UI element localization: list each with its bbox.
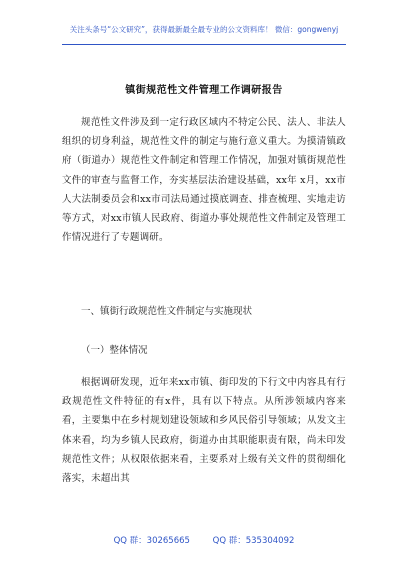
- intro-paragraph: 规范性文件涉及到一定行政区域内不特定公民、法人、非法人组织的切身利益，规范性文件的制定与施行意义重大。为摸清镇政府（街道办）规范性文件制定和管理工作情况，加强对镇街规范性文件的审查与监督工作，夯实基层法治建设基础，xx年 x月，xx市人大法制委员会和xx市司法局通过摸底调查、排查梳理、实地走访等方式，对xx市镇人民政府、街道办事处规范性文件制定及管理工作情况进行了专题调研。: [62, 117, 346, 244]
- footer-qq-group-2: QQ 群：535304092: [212, 536, 295, 546]
- header-banner: 关注头条号“公文研究”，获得最新最全最专业的公文资料库！ 微信：gongwenyj: [69, 25, 339, 34]
- document-title: 镇街规范性文件管理工作调研报告: [125, 85, 283, 96]
- section-heading: 一、镇街行政规范性文件制定与实施现状: [81, 306, 253, 317]
- intro-block: [62, 113, 346, 247]
- body-block: [62, 373, 346, 488]
- footer-qq-group-1: QQ 群：30265665: [113, 536, 190, 546]
- footer: [0, 534, 408, 546]
- header-divider: [62, 44, 346, 45]
- subsection-heading: （一）整体情况: [81, 345, 148, 356]
- body-paragraph: 根据调研发现，近年来xx市镇、街印发的下行文中内容具有行政规范性文件特征的有x件，具有以下特点。从所涉领域内容来看，主要集中在乡村规划建设领域和乡风民俗引导领域；从发文主体来看，均为乡镇人民政府，街道办由其职能职责有限，尚未印发规范性文件；从权限依据来看，主要系对上级有关文件的贯彻细化落实，未超出其: [62, 377, 346, 485]
